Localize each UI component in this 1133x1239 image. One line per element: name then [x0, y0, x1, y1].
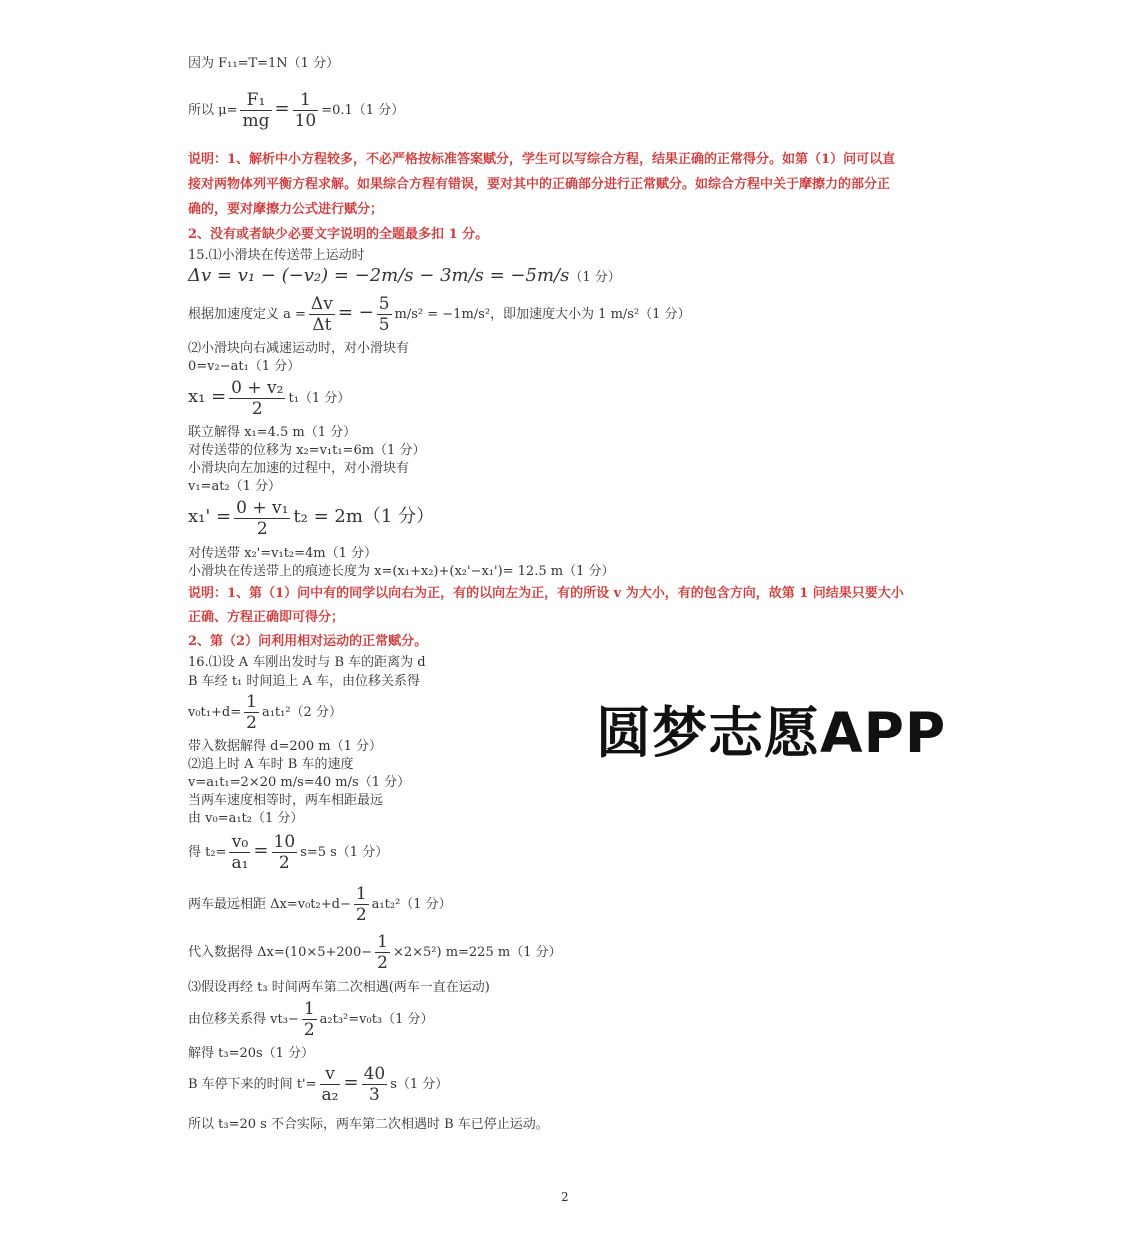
formula-line: [188, 498, 434, 539]
text-segment: s=5 s（1 分）: [300, 845, 389, 860]
text-segment: x₁ =: [188, 386, 227, 407]
text-line: 所以 t₃=20 s 不合实际，两车第二次相遇时 B 车已停止运动。: [188, 1117, 549, 1132]
denominator: 2: [303, 1020, 315, 1040]
text-segment: 根据加速度定义 a =: [188, 307, 306, 322]
formula-line: [188, 294, 691, 335]
numerator: 5: [378, 294, 390, 314]
formula-line: [188, 692, 342, 733]
text-line: 联立解得 x₁=4.5 m（1 分）: [188, 425, 357, 440]
text-segment: Δv = v₁ − (−v₂) = −2m/s − 3m/s = −5m/s: [188, 265, 570, 286]
denominator: 2: [355, 905, 367, 925]
denominator: mg: [242, 111, 270, 131]
formula-line: [188, 932, 562, 973]
fraction: [309, 294, 335, 335]
text-segment: 两车最远相距 Δx=v₀t₂+d−: [188, 897, 351, 912]
fraction: [272, 832, 298, 873]
text-line: ⑵追上时 A 车时 B 车的速度: [188, 757, 354, 772]
note-line: 确的，要对摩擦力公式进行赋分；: [188, 202, 384, 217]
numerator: 1: [246, 692, 257, 712]
watermark-logo: 圆梦志愿APP: [596, 701, 947, 765]
question-heading: 15.⑴小滑块在传送带上运动时: [188, 248, 365, 263]
text-line: ⑶假设再经 t₃ 时间两车第二次相遇(两车一直在运动): [188, 980, 490, 995]
note-line: 说明：1、第（1）问中有的同学以向右为正，有的以向左为正，有的所设 v 为大小，有的包含方向，故第 1 问结果只要大小: [188, 586, 904, 601]
fraction: [229, 378, 285, 419]
numerator: 0 + v₂: [231, 378, 284, 398]
text-line: 0=v₂−at₁（1 分）: [188, 359, 301, 374]
text-segment: 由位移关系得 vt₃−: [188, 1012, 299, 1027]
page-number: 2: [561, 1190, 569, 1204]
numerator: v₀: [229, 832, 250, 853]
text-segment: （1 分）: [569, 270, 621, 285]
text-line: 对传送带的位移为 x₂=v₁t₁=6m（1 分）: [188, 443, 426, 458]
text-line: ⑵小滑块向右减速运动时，对小滑块有: [188, 341, 410, 356]
formula-line: [188, 999, 434, 1040]
denominator: 3: [368, 1085, 380, 1105]
note-line: 2、第（2）问利用相对运动的正常赋分。: [188, 634, 428, 649]
text-line: B 车经 t₁ 时间追上 A 车，由位移关系得: [188, 674, 421, 689]
text-segment: = −: [337, 302, 374, 323]
fraction: [240, 90, 271, 131]
text-line: 解得 t₃=20s（1 分）: [188, 1046, 315, 1061]
denominator: 10: [294, 111, 317, 131]
text-line: 由 v₀=a₁t₂（1 分）: [188, 811, 304, 826]
text-segment: t₁（1 分）: [288, 391, 351, 406]
text-line: 当两车速度相等时，两车相距最远: [188, 793, 384, 808]
text-line: 带入数据解得 d=200 m（1 分）: [188, 739, 383, 754]
numerator: 1: [293, 90, 319, 111]
fraction: [354, 884, 369, 925]
denominator: 2: [256, 519, 268, 539]
formula-line: [188, 832, 388, 873]
fraction: [377, 294, 392, 335]
text-segment: 所以 μ=: [188, 103, 238, 118]
fraction: [362, 1064, 388, 1105]
numerator: 1: [377, 932, 388, 952]
text-line: 对传送带 x₂'=v₁t₂=4m（1 分）: [188, 546, 378, 561]
fraction: [302, 999, 317, 1040]
text-segment: m/s² = −1m/s²，即加速度大小为 1 m/s²（1 分）: [394, 307, 691, 322]
fraction: [293, 90, 319, 131]
denominator: a₂: [321, 1085, 339, 1105]
text-segment: B 车停下来的时间 t'=: [188, 1077, 317, 1092]
text-segment: x₁' =: [188, 506, 232, 527]
note-line: 2、没有或者缺少必要文字说明的全题最多扣 1 分。: [188, 227, 489, 242]
text-segment: =0.1（1 分）: [321, 103, 405, 118]
text-segment: t₂ = 2m（1 分）: [293, 506, 435, 527]
formula-line: [188, 378, 350, 419]
denominator: 2: [251, 399, 263, 419]
numerator: v: [320, 1064, 341, 1085]
text-segment: =: [343, 1072, 359, 1093]
text-segment: a₂t₃²=v₀t₃（1 分）: [319, 1012, 434, 1027]
denominator: 2: [246, 713, 257, 733]
text-segment: a₁t₁²（2 分）: [261, 705, 342, 720]
numerator: Δv: [310, 294, 333, 314]
numerator: 0 + v₁: [236, 498, 289, 518]
numerator: F₁: [240, 90, 271, 111]
text-line: v=a₁t₁=2×20 m/s=40 m/s（1 分）: [188, 775, 411, 790]
text-segment: s（1 分）: [390, 1077, 449, 1092]
formula-line: [188, 884, 452, 925]
note-line: 接对两物体列平衡方程求解。如果综合方程有错误，要对其中的正确部分进行正常赋分。如综合方程中关于摩擦力的部分正: [188, 177, 891, 192]
text-line: v₁=at₂（1 分）: [188, 479, 282, 494]
numerator: 40: [363, 1064, 386, 1084]
text-line: 因为 F₁₁=T=1N（1 分）: [188, 56, 340, 71]
denominator: 2: [377, 953, 388, 973]
text-segment: 得 t₂=: [188, 845, 227, 860]
text-segment: v₀t₁+d=: [188, 705, 242, 720]
text-line: 小滑块在传送带上的痕迹长度为 x=(x₁+x₂)+(x₂'−x₁')= 12.5 m（1 分）: [188, 564, 615, 579]
numerator: 1: [303, 999, 315, 1019]
formula-line: [188, 1064, 448, 1105]
note-line: 正确、方程正确即可得分；: [188, 610, 345, 625]
numerator: 10: [273, 832, 296, 852]
text-segment: =: [253, 840, 269, 861]
text-line: 小滑块向左加速的过程中，对小滑块有: [188, 461, 410, 476]
question-heading: 16.⑴设 A 车刚出发时与 B 车的距离为 d: [188, 655, 426, 670]
numerator: 1: [355, 884, 367, 904]
denominator: Δt: [312, 315, 332, 335]
fraction: [229, 832, 250, 873]
text-segment: a₁t₂²（1 分）: [371, 897, 452, 912]
denominator: 5: [378, 315, 390, 335]
denominator: a₁: [231, 853, 249, 873]
fraction: [320, 1064, 341, 1105]
text-segment: ×2×5²) m=225 m（1 分）: [392, 945, 562, 960]
formula-friction-coefficient: [188, 90, 404, 131]
fraction: [234, 498, 290, 539]
text-segment: 代入数据得 Δx=(10×5+200−: [188, 945, 373, 960]
text-segment: =: [274, 98, 290, 119]
formula-line: [188, 265, 621, 286]
note-line: 说明：1、解析中小方程较多，不必严格按标准答案赋分，学生可以写综合方程，结果正确的正常得分。如第（1）问可以直: [188, 152, 896, 167]
fraction: [375, 932, 390, 973]
denominator: 2: [278, 853, 290, 873]
fraction: [244, 692, 259, 733]
